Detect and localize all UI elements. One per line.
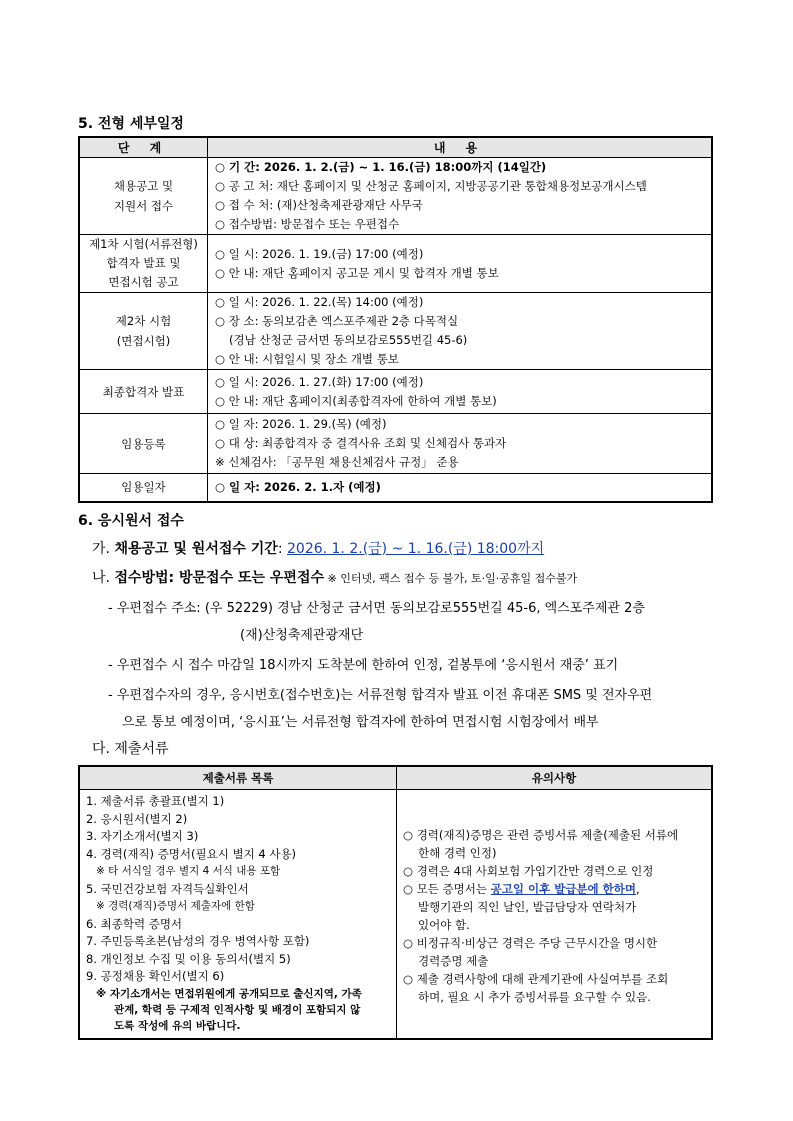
list-item: 9. 공정채용 확인서(별지 6) [86, 969, 225, 983]
item-da: 다. 제출서류 [92, 741, 169, 757]
content-line: ※ 신체검사: 「공무원 채용신체검사 규정」 준용 [215, 455, 459, 469]
content-line: ○ 안 내: 재단 홈페이지(최종합격자에 한하여 개별 통보) [215, 393, 497, 408]
content-cell [208, 235, 713, 293]
stage-text: 제2차 시험 [115, 314, 172, 328]
schedule-table [78, 136, 713, 503]
table-row [79, 790, 712, 1039]
table-row [79, 293, 712, 370]
list-item: 1. 제출서류 총괄표(별지 1) [86, 794, 225, 808]
stage-cell [79, 474, 208, 502]
cover-letter-note: 도록 작성에 유의 바랍니다. [114, 1019, 241, 1032]
content-line: ○ 접수방법: 방문접수 또는 우편접수 [215, 217, 400, 231]
remark-text: , [635, 882, 640, 896]
bullet-deadline: - 우편접수 시 접수 마감일 18시까지 도착분에 한하여 인정, 겉봉투에 ‘응시원서 재중’ 표기 [108, 658, 619, 673]
stage-cell [79, 235, 208, 293]
bullet-notification-cont: 으로 통보 예정이며, ‘응시표’는 서류전형 합격자에 한하여 면접시험 시험장에서 배부 [122, 715, 599, 730]
content-line: ○ 안 내: 시험일시 및 장소 개별 통보 [215, 352, 399, 366]
remark-line: 발행기관의 직인 날인, 발급담당자 연락처가 [418, 900, 637, 914]
remark-line [403, 880, 705, 898]
list-item: 6. 최종학력 증명서 [86, 916, 183, 931]
remark-line: ○ 경력(재직)증명은 관련 증빙서류 제출(제출된 서류에 [403, 828, 679, 842]
remark-line: 하며, 필요 시 추가 증빙서류를 요구할 수 있음. [418, 990, 651, 1004]
stage-text: 면접시험 공고 [108, 275, 179, 289]
content-line: ○ 장 소: 동의보감촌 엑스포주제관 2층 다목적실 [215, 314, 459, 328]
bullet-address: - 우편접수 주소: (우 52229) 경남 산청군 금서면 동의보감로555번길 45-6, 엑스포주제관 2층 [108, 601, 645, 616]
stage-text: 합격자 발표 및 [106, 256, 181, 270]
content-line: ○ 공 고 처: 재단 홈페이지 및 산청군 홈페이지, 지방공공기관 통합채용정보공개시스템 [215, 179, 647, 193]
table-row [79, 370, 712, 414]
list-item: 5. 국민건강보험 자격득실확인서 [86, 881, 249, 896]
table-header-row [79, 766, 712, 790]
content-cell [208, 414, 713, 474]
documents-list [79, 790, 397, 1039]
header-content: 내 용 [208, 137, 713, 158]
cover-letter-note: 관계, 학력 등 구제적 인적사항 및 배경이 포함되지 않 [114, 1003, 361, 1016]
remark-text: ○ 모든 증명서는 [403, 882, 491, 896]
table-row [79, 158, 712, 235]
stage-text: 최종합격자 발표 [102, 384, 185, 399]
remark-line: 한해 경력 인정) [418, 846, 497, 860]
bullet-notification: - 우편접수자의 경우, 응시번호(접수번호)는 서류전형 합격자 발표 이전 휴대폰 SMS 및 전자우편 [108, 688, 653, 703]
item-na-heading: 접수방법: 방문접수 또는 우편접수 [114, 570, 324, 586]
section-5-title: 5. 전형 세부일정 [78, 116, 184, 132]
item-na-label: 나. [92, 570, 115, 586]
bullet-address-cont: (재)산청축제관광재단 [240, 628, 364, 643]
application-period: 2026. 1. 2.(금) ~ 1. 16.(금) 18:00까지 [287, 541, 545, 557]
header-documents: 제출서류 목록 [79, 766, 397, 790]
stage-text: 임용등록 [121, 436, 166, 451]
content-line: ○ 대 상: 최종합격자 중 결격사유 조회 및 신체검사 통과자 [215, 436, 507, 450]
table-row [79, 414, 712, 474]
remark-line: ○ 비정규직·비상근 경력은 주당 근무시간을 명시한 [403, 936, 658, 950]
header-remarks: 유의사항 [397, 766, 713, 790]
content-cell [208, 293, 713, 370]
item-ga-heading: 채용공고 및 원서접수 기간 [114, 541, 278, 557]
content-line: ○ 안 내: 재단 홈페이지 공고문 게시 및 합격자 개별 통보 [215, 265, 499, 280]
section-6-title: 6. 응시원서 접수 [78, 513, 184, 529]
item-ga-label: 가. [92, 541, 115, 557]
content-line: ○ 일 자: 2026. 2. 1.자 (예정) [215, 479, 381, 494]
list-item: 4. 경력(재직) 증명서(필요시 별지 4 사용) [86, 846, 297, 861]
remarks-list [397, 790, 713, 1039]
stage-cell [79, 414, 208, 474]
remark-line: 경력증명 제출 [418, 954, 489, 968]
content-line: ○ 일 시: 2026. 1. 19.(금) 17:00 (예정) [215, 246, 424, 261]
item-ga-colon: : [277, 541, 287, 557]
stage-text: 지원서 접수 [113, 199, 174, 213]
table-header-row [79, 137, 712, 158]
content-line: ○ 일 시: 2026. 1. 22.(목) 14:00 (예정) [215, 295, 424, 309]
remark-line: ○ 경력은 4대 사회보험 가입기간만 경력으로 인정 [403, 864, 654, 878]
list-item: 3. 자기소개서(별지 3) [86, 829, 199, 843]
content-cell [208, 158, 713, 235]
remark-emphasis: 공고일 이후 발급분에 한하며 [490, 882, 636, 896]
list-item: 8. 개인정보 수집 및 이용 동의서(별지 5) [86, 951, 291, 966]
content-cell [208, 474, 713, 502]
content-line: (경남 산청군 금서면 동의보감로555번길 45-6) [229, 333, 468, 347]
stage-text: 제1차 시험(서류전형) [89, 237, 198, 251]
stage-cell [79, 293, 208, 370]
item-ga [92, 538, 544, 558]
content-line: ○ 일 시: 2026. 1. 27.(화) 17:00 (예정) [215, 374, 424, 389]
cover-letter-note: ※ 자기소개서는 면접위원에게 공개되므로 출신지역, 가족 [96, 987, 362, 1000]
content-line: ○ 접 수 처: (재)산청축제관광재단 사무국 [215, 198, 423, 212]
table-row [79, 235, 712, 293]
header-stage: 단 계 [79, 137, 208, 158]
list-item: ※ 타 서식일 경우 별지 4 서식 내용 포함 [96, 865, 281, 877]
content-line: ○ 일 자: 2026. 1. 29.(목) (예정) [215, 417, 387, 431]
list-item: ※ 경력(재직)증명서 제출자에 한함 [96, 900, 255, 912]
stage-text: 채용공고 및 [113, 179, 174, 193]
list-item: 2. 응시원서(별지 2) [86, 811, 188, 826]
remark-line: 있어야 함. [418, 918, 470, 932]
table-row [79, 474, 712, 502]
remark-line: ○ 제출 경력사항에 대해 관계기관에 사실여부를 조회 [403, 972, 669, 986]
stage-text: 임용일자 [121, 480, 166, 495]
stage-cell [79, 370, 208, 414]
item-na [92, 567, 577, 587]
item-na-note: ※ 인터넷, 팩스 접수 등 불가, 토·일·공휴일 접수불가 [324, 572, 578, 585]
content-line: ○ 기 간: 2026. 1. 2.(금) ~ 1. 16.(금) 18:00까지 (14일간) [215, 160, 547, 174]
documents-table [78, 765, 713, 1040]
content-cell [208, 370, 713, 414]
stage-cell [79, 158, 208, 235]
list-item: 7. 주민등록초본(남성의 경우 병역사항 포함) [86, 934, 310, 948]
stage-text: (면접시험) [116, 334, 171, 348]
